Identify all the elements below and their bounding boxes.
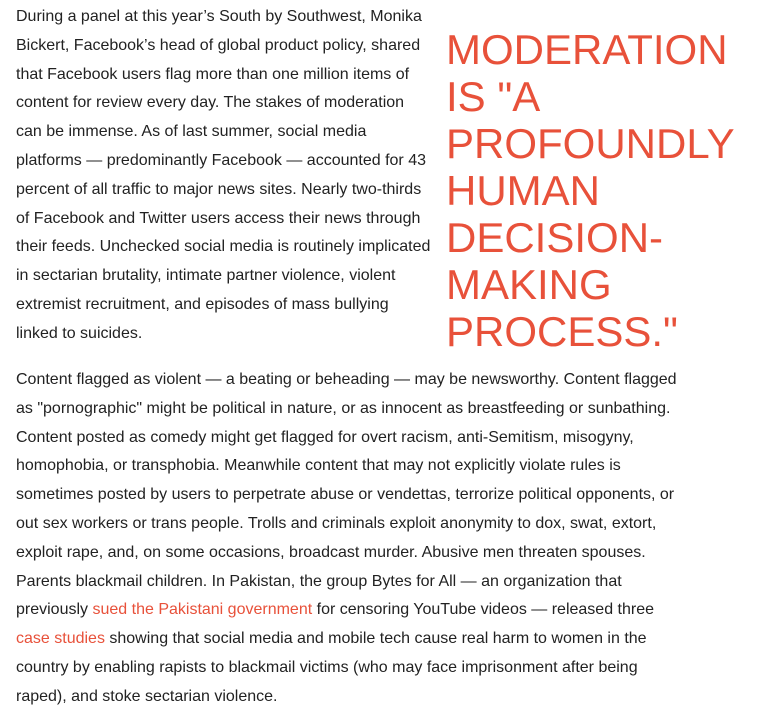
sued-pakistani-government-link[interactable]: sued the Pakistani government <box>92 601 313 619</box>
paragraph-2-text-3: showing that social media and mobile tech cause real harm to women in the country by enabling rapists to blackmail victims (who may face imprisonment after being raped), and stoke sectarian violence. <box>16 630 647 705</box>
pull-quote: MODERATION IS "A PROFOUNDLY HUMAN DECISION-MAKING PROCESS." <box>446 26 734 355</box>
paragraph-1: During a panel at this year’s South by Southwest, Monika Bickert, Facebook’s head of global product policy, shared that Facebook users flag more than one million items of content for review every day. The stakes of moderation can be immense. As of last summer, social media platforms — predominantly Facebook — accounted for 43 percent of all traffic to major news sites. Nearly two-thirds of Facebook and Twitter users access their news through their feeds. Unchecked social media is routinely implicated in sectarian brutality, intimate partner violence, violent extremist recruitment, and episodes of mass bullying linked to suicides. <box>16 8 431 342</box>
case-studies-link[interactable]: case studies <box>16 630 105 648</box>
paragraph-2-text-2: for censoring YouTube videos — released three <box>312 601 655 619</box>
paragraph-2 <box>16 366 682 712</box>
paragraph-2-text-1: Content flagged as violent — a beating or beheading — may be newsworthy. Content flagged as "pornographic" might be political in nature, or as innocent as breastfeeding or sunbathing. Content posted as comedy might get flagged for overt racism, anti-Semitism, misogyny, homophobia, or transphobia. Meanwhile content that may not explicitly violate rules is sometimes posted by users to perpetrate abuse or vendettas, terrorize political opponents, or out sex workers or trans people. Trolls and criminals exploit anonymity to dox, swat, extort, exploit rape, and, on some occasions, broadcast murder. Abusive men threaten spouses. Parents blackmail children. In Pakistan, the group Bytes for All — an organization that previously <box>16 371 677 619</box>
